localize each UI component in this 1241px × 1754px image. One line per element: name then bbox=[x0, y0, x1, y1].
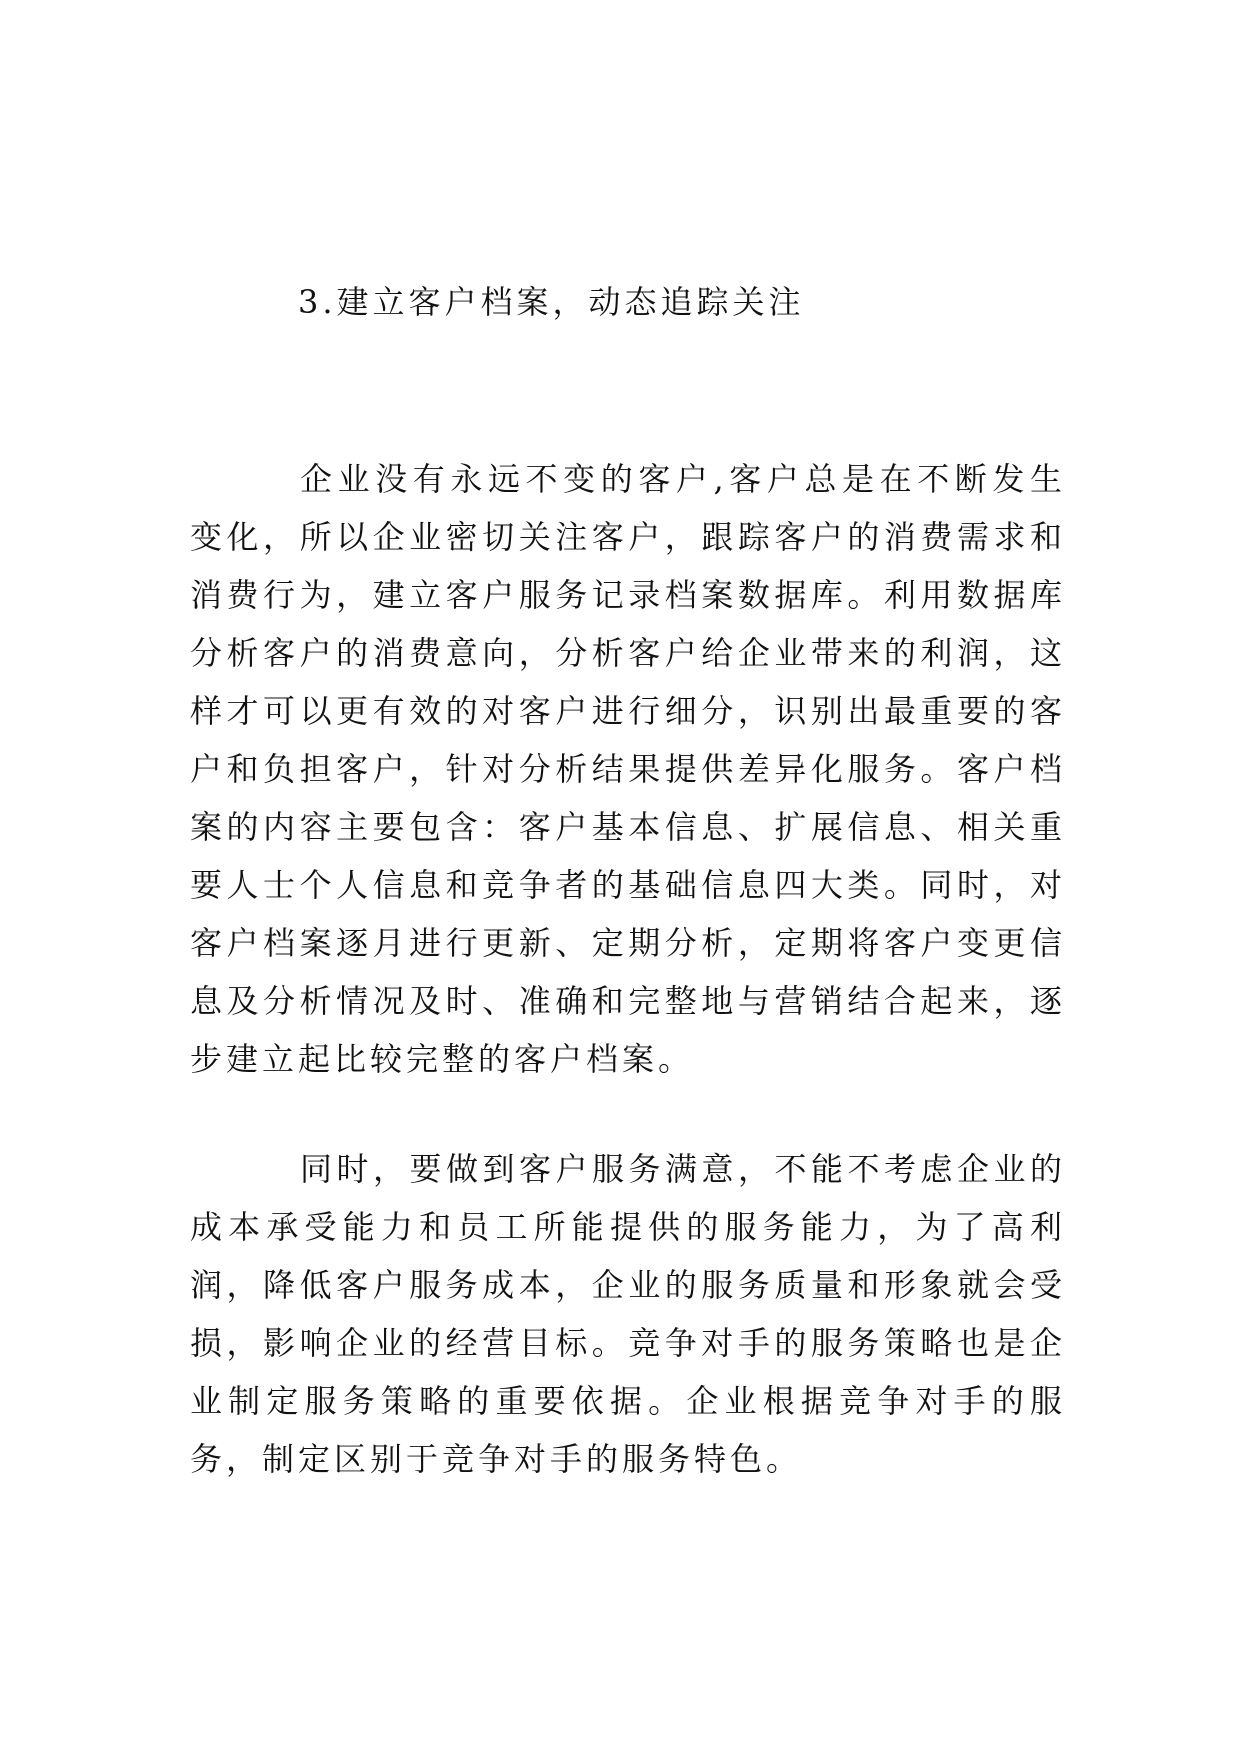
paragraph-service-cost: 同时，要做到客户服务满意，不能不考虑企业的成本承受能力和员工所能提供的服务能力，为了高利润，降低客户服务成本，企业的服务质量和形象就会受损，影响企业的经营目标。竞争对手的服务策略也是企业制定服务策略的重要依据。企业根据竞争对手的服务，制定区别于竞争对手的服务特色。 bbox=[190, 1150, 1066, 1478]
section-heading: 3.建立客户档案，动态追踪关注 bbox=[298, 283, 805, 321]
paragraph-customer-archive: 企业没有永远不变的客户,客户总是在不断发生变化，所以企业密切关注客户，跟踪客户的消费需求和消费行为，建立客户服务记录档案数据库。利用数据库分析客户的消费意向，分析客户给企业带来的利润，这样才可以更有效的对客户进行细分，识别出最重要的客户和负担客户，针对分析结果提供差异化服务。客户档案的内容主要包含：客户基本信息、扩展信息、相关重要人士个人信息和竞争者的基础信息四大类。同时，对客户档案逐月进行更新、定期分析，定期将客户变更信息及分析情况及时、准确和完整地与营销结合起来，逐步建立起比较完整的客户档案。 bbox=[190, 460, 1066, 1078]
